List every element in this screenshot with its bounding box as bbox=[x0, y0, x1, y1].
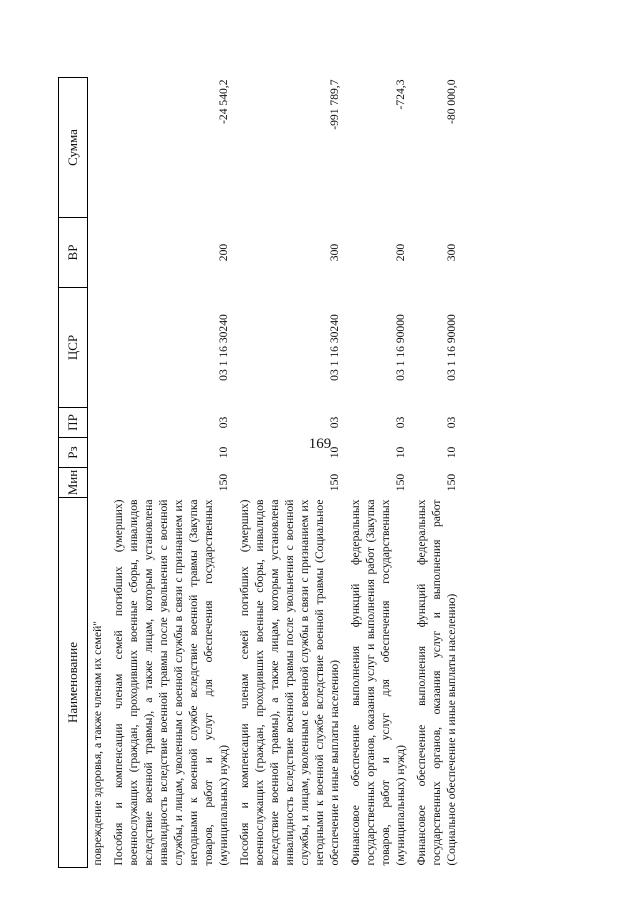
row-vr: 200 bbox=[217, 243, 230, 262]
header-vr: ВР bbox=[59, 218, 88, 288]
row-vr: 300 bbox=[328, 243, 341, 262]
continuation-row bbox=[88, 78, 108, 868]
table-row bbox=[410, 78, 461, 868]
row-csr: 03 1 16 90000 bbox=[394, 314, 407, 381]
table-header-row bbox=[59, 78, 88, 868]
row-pr: 03 bbox=[217, 416, 230, 429]
row-min: 150 bbox=[217, 473, 230, 492]
row-min: 150 bbox=[328, 473, 341, 492]
table-row bbox=[344, 78, 410, 868]
row-min: 150 bbox=[394, 473, 407, 492]
row-name: Пособия и компенсации членам семей погибших (умерших) военнослужащих (граждан, проходивших военные сборы, инвалидов вследствие военной травмы), а также лицам, которым установлена инвалидность вследствие военной травмы после увольнения с военной службы, и лицам, уволенным с военной службы в связи с признанием их негодными к военной службе вследствие военной травмы (Социальное обеспечение и иные выплаты населению) bbox=[238, 499, 341, 866]
row-sum: -80 000,0 bbox=[445, 79, 458, 124]
row-rz: 10 bbox=[328, 446, 341, 459]
row-sum: -991 789,7 bbox=[328, 79, 341, 130]
row-rz: 10 bbox=[394, 446, 407, 459]
header-name: Наименование bbox=[59, 498, 88, 868]
continuation-text: повреждение здоровья, а также членам их семей" bbox=[91, 620, 104, 866]
row-pr: 03 bbox=[445, 416, 458, 429]
page-number: 169 bbox=[308, 436, 332, 452]
row-vr: 200 bbox=[394, 243, 407, 262]
budget-table bbox=[58, 77, 461, 868]
row-sum: -24 540,2 bbox=[217, 79, 230, 124]
table-row bbox=[107, 78, 233, 868]
header-csr: ЦСР bbox=[59, 288, 88, 408]
header-pr: ПР bbox=[59, 408, 88, 438]
rotated-table-container bbox=[58, 78, 588, 868]
row-name: Финансовое обеспечение выполнения функций федеральных государственных органов, оказания услуг и выполнения работ (Социальное обеспечение и иные выплаты населению) bbox=[415, 499, 458, 866]
row-pr: 03 bbox=[394, 416, 407, 429]
table-row bbox=[233, 78, 344, 868]
row-vr: 300 bbox=[445, 243, 458, 262]
row-rz: 10 bbox=[217, 446, 230, 459]
row-rz: 10 bbox=[445, 446, 458, 459]
row-csr: 03 1 16 30240 bbox=[217, 314, 230, 381]
row-name: Финансовое обеспечение выполнения функций федеральных государственных органов, оказания услуг и выполнения работ (Закупка товаров, работ и услуг для обеспечения государственных (муниципальных) нужд) bbox=[349, 499, 407, 866]
row-csr: 03 1 16 30240 bbox=[328, 314, 341, 381]
row-csr: 03 1 16 90000 bbox=[445, 314, 458, 381]
row-sum: -724,3 bbox=[394, 79, 407, 110]
header-min: Мин bbox=[59, 468, 88, 498]
row-name: Пособия и компенсации членам семей погибших (умерших) военнослужащих (граждан, проходивших военные сборы, инвалидов вследствие военной травмы), а также лицам, которым установлена инвалидность вследствие военной травмы после увольнения с военной службы, и лицам, уволенным с военной службы в связи с признанием их негодными к военной службе вследствие военной травмы (Закупка товаров, работ и услуг для обеспечения государственных (муниципальных) нужд) bbox=[112, 499, 230, 866]
header-rz: Рз bbox=[59, 438, 88, 468]
row-pr: 03 bbox=[328, 416, 341, 429]
header-sum: Сумма bbox=[59, 78, 88, 218]
row-min: 150 bbox=[445, 473, 458, 492]
